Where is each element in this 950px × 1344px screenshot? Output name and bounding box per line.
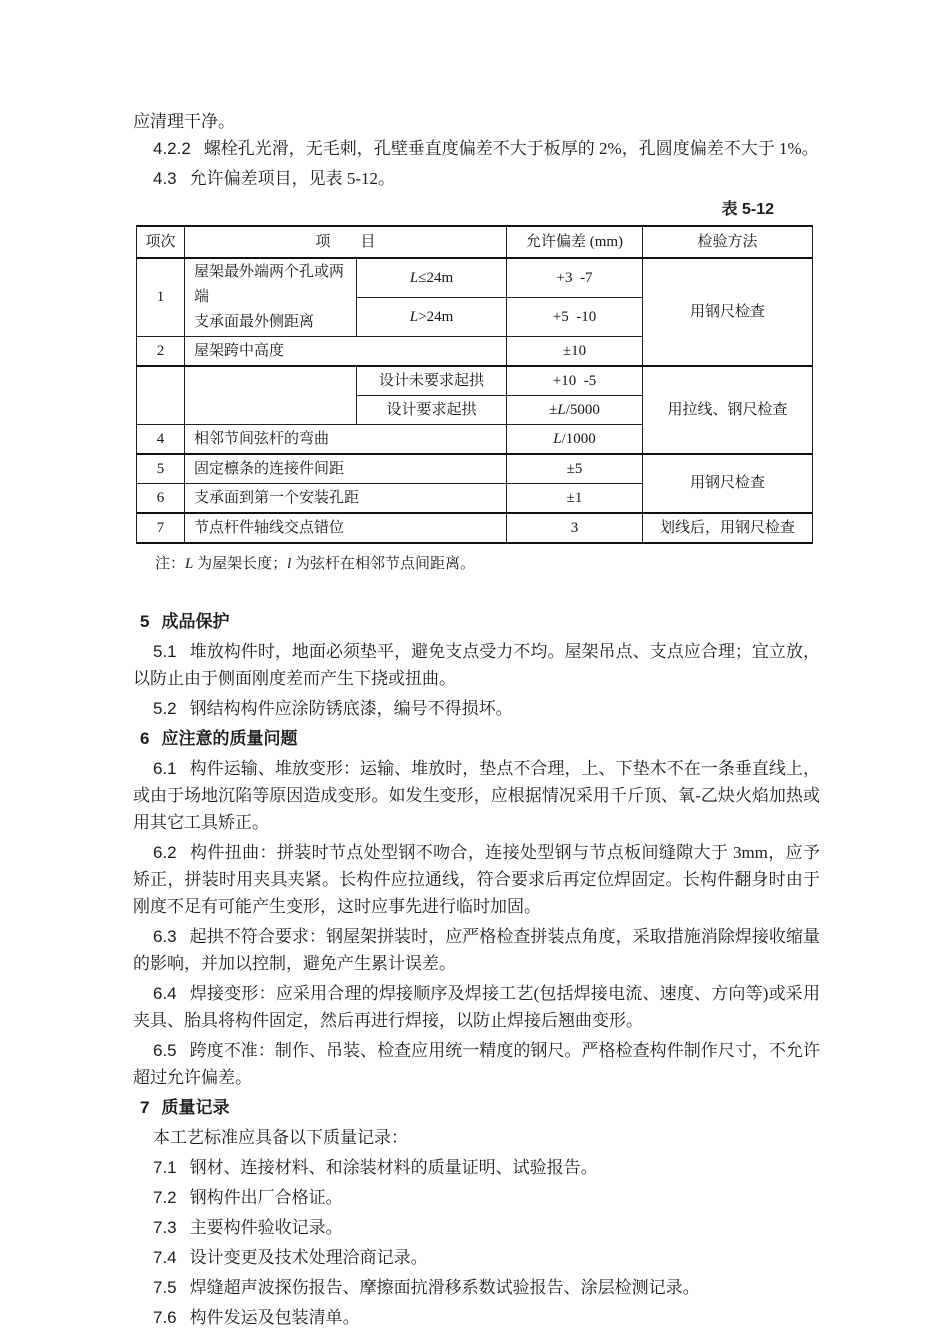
table-row — [137, 454, 813, 484]
cell-method: 用拉线、钢尺检查 — [643, 366, 813, 454]
item-4-3 — [133, 165, 820, 192]
item-number: 7.4 — [153, 1248, 177, 1267]
variable-l: l — [287, 556, 292, 572]
section-5-heading — [133, 608, 820, 635]
item-number: 6.5 — [153, 1041, 177, 1060]
item-number: 7.1 — [153, 1158, 177, 1177]
table-header-row — [137, 226, 813, 258]
table-caption: 表 5-12 — [721, 201, 774, 218]
header-item-no: 项次 — [137, 226, 185, 258]
note-prefix: 注： — [155, 556, 186, 572]
section-title: 质量记录 — [161, 1098, 230, 1117]
item-text: 钢材、连接材料、和涂装材料的质量证明、试验报告。 — [189, 1158, 598, 1177]
section-number: 5 — [140, 612, 150, 631]
item-number: 5.2 — [153, 699, 177, 718]
item-number: 6.2 — [153, 843, 177, 862]
cell-label: 固定檩条的连接件间距 — [185, 454, 507, 484]
cell-sub-rest: ≤24m — [418, 269, 454, 286]
cell-no: 6 — [137, 484, 185, 514]
cell-label — [185, 258, 357, 337]
cell-deviation: +10 -5 — [507, 366, 643, 396]
cell-deviation — [507, 396, 643, 425]
deviation-rest: /5000 — [565, 401, 600, 418]
cell-method: 划线后，用钢尺检查 — [643, 513, 813, 543]
item-text: 构件运输、堆放变形：运输、堆放时，垫点不合理，上、下垫木不在一条垂直线上，或由于场地沉陷等原因造成变形。如发生变形，应根据情况采用千斤顶、氧-乙炔火焰加热或用其它工具矫正。 — [133, 759, 820, 832]
cell-deviation: +5 -10 — [507, 298, 643, 337]
cell-label-line: 支承面最外侧距离 — [194, 314, 315, 330]
deviation-sign: ± — [549, 401, 558, 418]
item-7-2 — [133, 1184, 820, 1211]
cell-deviation: +3 -7 — [507, 258, 643, 298]
cell-sub-condition — [357, 298, 507, 337]
section-6-heading — [133, 725, 820, 752]
item-6-3 — [133, 923, 820, 977]
item-text: 钢结构构件应涂防锈底漆，编号不得损坏。 — [189, 699, 513, 718]
section-title: 应注意的质量问题 — [161, 729, 298, 748]
cell-sub-condition: 设计要求起拱 — [357, 396, 507, 425]
cell-label — [185, 366, 357, 425]
cell-sub-condition — [357, 258, 507, 298]
item-6-4 — [133, 980, 820, 1034]
variable-L: L — [409, 308, 419, 325]
item-number: 6.1 — [153, 759, 177, 778]
item-text: 构件扭曲：拼装时节点处型钢不吻合，连接处型钢与节点板间缝隙大于 3mm，应予矫正，拼装时用夹具夹紧。长构件应拉通线，符合要求后再定位焊固定。长构件翻身时由于刚度不足有可能产生变形，这时应事先进行临时加固。 — [133, 843, 820, 916]
item-text: 钢构件出厂合格证。 — [189, 1188, 343, 1207]
cell-sub-condition: 设计未要求起拱 — [357, 366, 507, 396]
item-text: 螺栓孔光滑，无毛刺，孔壁垂直度偏差不大于板厚的 2%，孔圆度偏差不大于 1%。 — [203, 139, 819, 158]
section-7-intro: 本工艺标准应具备以下质量记录： — [153, 1128, 408, 1147]
variable-L: L — [557, 401, 566, 418]
item-number: 4.3 — [153, 169, 177, 188]
item-number: 6.3 — [153, 927, 177, 946]
item-text: 起拱不符合要求：钢屋架拼装时，应严格检查拼装点角度，采取措施消除焊接收缩量的影响，并加以控制，避免产生累计误差。 — [133, 927, 820, 973]
item-number: 5.1 — [153, 642, 177, 661]
cell-deviation: ±5 — [507, 454, 643, 484]
item-text: 跨度不准：制作、吊装、检查应用统一精度的钢尺。严格检查构件制作尺寸，不允许超过允许偏差。 — [133, 1041, 820, 1087]
note-text: 为弦杆在相邻节点间距离。 — [291, 556, 476, 572]
cell-deviation: 3 — [507, 513, 643, 543]
continuation-paragraph: 应清理干净。 — [133, 112, 235, 131]
item-7-5 — [133, 1274, 820, 1301]
cell-label: 屋架跨中高度 — [185, 337, 507, 367]
cell-label: 节点杆件轴线交点错位 — [185, 513, 507, 543]
variable-L: L — [185, 556, 194, 572]
cell-deviation: ±1 — [507, 484, 643, 514]
header-item: 项 目 — [185, 226, 507, 258]
table-5-12 — [136, 225, 813, 544]
item-6-5 — [133, 1037, 820, 1091]
table-row — [137, 366, 813, 396]
cell-label: 支承面到第一个安装孔距 — [185, 484, 507, 514]
cell-deviation: ±10 — [507, 337, 643, 367]
item-text: 焊接变形：应采用合理的焊接顺序及焊接工艺(包括焊接电流、速度、方向等)或采用夹具、胎具将构件固定，然后再进行焊接，以防止焊接后翘曲变形。 — [133, 984, 820, 1030]
table-note — [133, 553, 820, 575]
cell-no: 7 — [137, 513, 185, 543]
cell-label-line: 屋架最外端两个孔或两端 — [194, 264, 345, 305]
section-number: 7 — [140, 1098, 150, 1117]
note-text: 为屋架长度； — [193, 556, 288, 572]
item-number: 7.3 — [153, 1218, 177, 1237]
table-row — [137, 513, 813, 543]
item-number: 4.2.2 — [153, 139, 191, 158]
item-7-1 — [133, 1154, 820, 1181]
item-text: 设计变更及技术处理洽商记录。 — [189, 1248, 428, 1267]
item-text: 堆放构件时，地面必须垫平，避免支点受力不均。屋架吊点、支点应合理；宜立放，以防止由于侧面刚度差而产生下挠或扭曲。 — [133, 642, 820, 688]
item-5-1 — [133, 638, 820, 692]
header-method: 检验方法 — [643, 226, 813, 258]
variable-L: L — [553, 430, 562, 447]
section-7-heading — [133, 1094, 820, 1121]
item-text: 构件发运及包装清单。 — [189, 1308, 360, 1327]
item-text: 主要构件验收记录。 — [189, 1218, 343, 1237]
item-7-4 — [133, 1244, 820, 1271]
cell-no: 5 — [137, 454, 185, 484]
section-number: 6 — [140, 729, 150, 748]
cell-no: 4 — [137, 425, 185, 455]
cell-sub-rest: >24m — [418, 308, 454, 325]
item-text: 允许偏差项目，见表 5-12。 — [189, 169, 396, 188]
section-title: 成品保护 — [161, 612, 230, 631]
deviation-rest: /1000 — [561, 430, 596, 447]
item-number: 7.6 — [153, 1308, 177, 1327]
cell-method: 用钢尺检查 — [643, 258, 813, 366]
table-row — [137, 258, 813, 298]
header-deviation: 允许偏差 (mm) — [507, 226, 643, 258]
cell-label: 相邻节间弦杆的弯曲 — [185, 425, 507, 455]
item-5-2 — [133, 695, 820, 722]
item-6-2 — [133, 839, 820, 920]
variable-L: L — [409, 269, 419, 286]
item-number: 7.5 — [153, 1278, 177, 1297]
cell-no — [137, 366, 185, 425]
cell-no: 1 — [137, 258, 185, 337]
cell-no: 2 — [137, 337, 185, 367]
item-number: 6.4 — [153, 984, 177, 1003]
item-6-1 — [133, 755, 820, 836]
item-number: 7.2 — [153, 1188, 177, 1207]
cell-deviation — [507, 425, 643, 455]
item-7-6 — [133, 1304, 820, 1331]
item-text: 焊缝超声波探伤报告、摩擦面抗滑移系数试验报告、涂层检测记录。 — [189, 1278, 700, 1297]
item-7-3 — [133, 1214, 820, 1241]
item-4-2-2 — [133, 135, 820, 162]
cell-method: 用钢尺检查 — [643, 454, 813, 513]
